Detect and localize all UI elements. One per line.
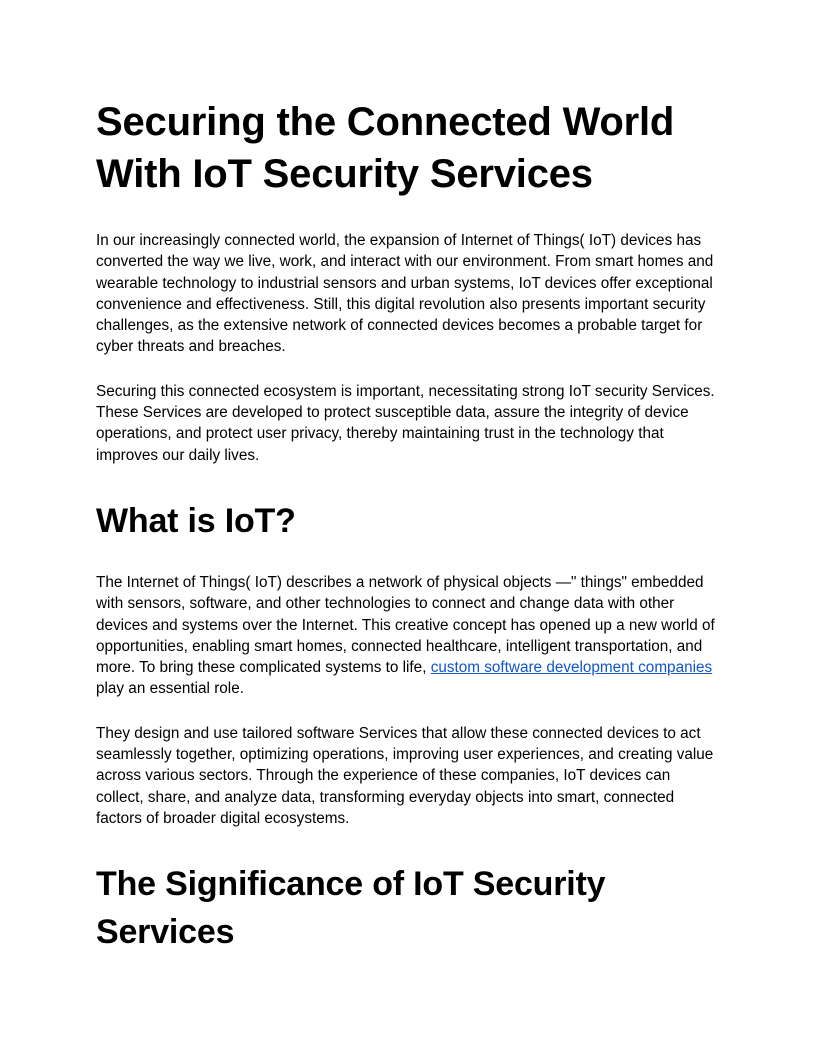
- document-body: [96, 96, 722, 956]
- what-is-iot-paragraph-2: They design and use tailored software Services that allow these connected devices to act seamlessly together, optimizing operations, improving user experiences, and creating value across various sectors. Through the experience of these companies, IoT devices can collect, share, and analyze data, transforming everyday objects into smart, connected factors of broader digital ecosystems.: [96, 724, 714, 827]
- section-heading-what-is-iot: What is IoT?: [96, 501, 296, 540]
- intro-paragraph-2: Securing this connected ecosystem is important, necessitating strong IoT security Services. These Services are developed to protect susceptible data, assure the integrity of device operations, and protect user privacy, thereby maintaining trust in the technology that improves our daily lives.: [96, 382, 715, 464]
- paragraph-text-after-link: play an essential role.: [96, 680, 244, 698]
- section-heading-significance: The Significance of IoT Security Services: [96, 865, 606, 952]
- custom-software-development-link[interactable]: custom software development companies: [430, 659, 713, 677]
- paragraph-text-before-link: The Internet of Things( IoT) describes a network of physical objects —" things" embedded with sensors, software, and other technologies to connect and change data with other devices and systems over the Internet. This creative concept has opened up a new world of opportunities, enabling smart homes, connected healthcare, intelligent transportation, and more. To bring these complicated systems to life,: [96, 573, 715, 677]
- document-title: Securing the Connected World With IoT Security Services: [96, 100, 675, 196]
- what-is-iot-paragraph-1: [96, 572, 722, 700]
- intro-paragraph-1: In our increasingly connected world, the expansion of Internet of Things( IoT) devices has converted the way we live, work, and interact with our environment. From smart homes and wearable technology to industrial sensors and urban systems, IoT devices offer exceptional convenience and effectiveness. Still, this digital revolution also presents important security challenges, as the extensive network of connected devices becomes a probable target for cyber threats and breaches.: [96, 232, 714, 356]
